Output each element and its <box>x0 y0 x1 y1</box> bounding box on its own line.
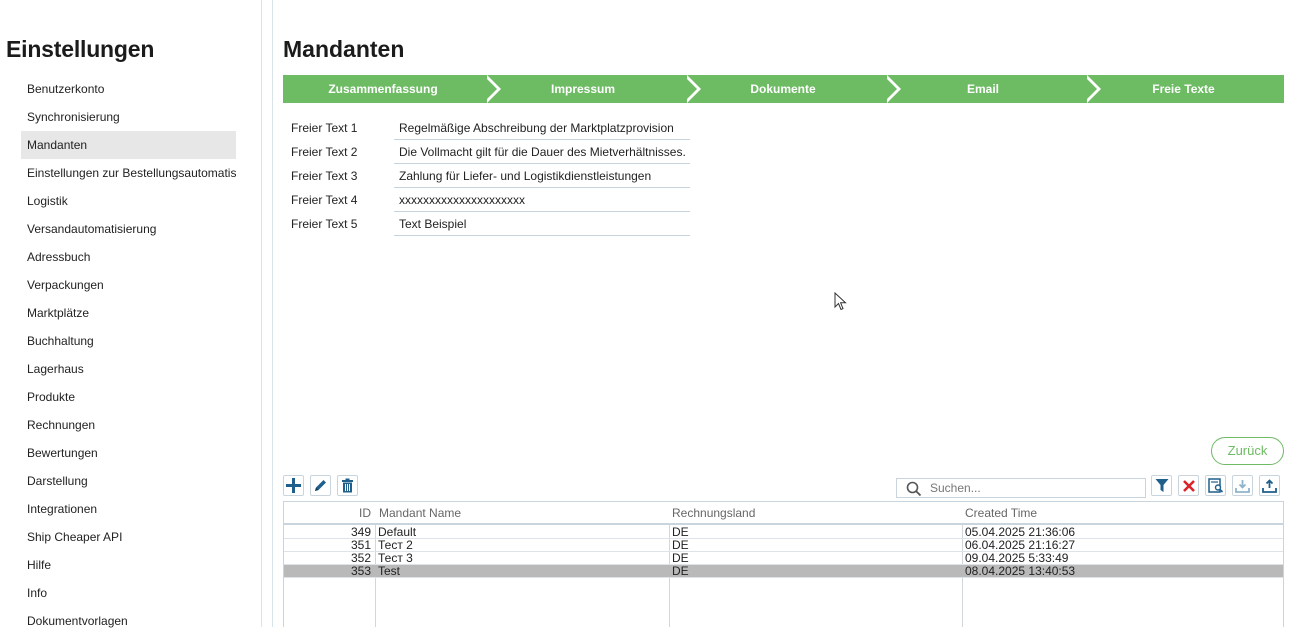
column-header-id[interactable]: ID <box>359 506 371 520</box>
step-dokumente[interactable] <box>683 75 883 103</box>
column-header-created-time[interactable]: Created Time <box>965 506 1038 520</box>
wizard-steps <box>283 75 1284 103</box>
free-text-4-label: Freier Text 4 <box>291 193 358 207</box>
search-box <box>896 478 1146 498</box>
step-label: Email <box>966 82 999 96</box>
cell-country: DE <box>672 564 689 578</box>
sidebar-item-bestellungsautomatisierung[interactable]: Einstellungen zur Bestellungsautomatis <box>27 166 236 180</box>
free-text-5-input[interactable] <box>394 212 690 236</box>
page-title: Mandanten <box>283 36 405 62</box>
free-text-5-label: Freier Text 5 <box>291 217 358 231</box>
free-text-row <box>291 188 691 212</box>
table-row[interactable] <box>284 552 1283 565</box>
step-label: Zusammenfassung <box>328 82 438 96</box>
cell-country: DE <box>672 525 689 539</box>
sidebar-item-mandanten[interactable]: Mandanten <box>21 131 236 159</box>
sidebar-item-marktplaetze[interactable]: Marktplätze <box>27 306 90 320</box>
cell-name: Тест 3 <box>378 551 413 565</box>
sidebar-item-hilfe[interactable]: Hilfe <box>27 558 52 572</box>
table-row-selected[interactable] <box>284 565 1283 578</box>
panel-divider <box>272 0 273 627</box>
cell-id: 352 <box>350 551 371 565</box>
export-button[interactable] <box>1259 475 1280 496</box>
column-header-rechnungsland[interactable]: Rechnungsland <box>672 506 756 520</box>
free-text-3-label: Freier Text 3 <box>291 169 358 183</box>
free-text-3-input[interactable] <box>394 164 690 188</box>
sidebar-item-integrationen[interactable]: Integrationen <box>27 502 98 516</box>
step-email[interactable] <box>883 75 1083 103</box>
sidebar-item-darstellung[interactable]: Darstellung <box>27 474 88 488</box>
sidebar-item-versandautomatisierung[interactable]: Versandautomatisierung <box>27 222 157 236</box>
delete-button[interactable] <box>337 475 358 496</box>
step-impressum[interactable] <box>483 75 683 103</box>
edit-button[interactable] <box>310 475 331 496</box>
cell-name: Test <box>378 564 401 578</box>
free-text-4-input[interactable] <box>394 188 690 212</box>
sidebar-item-bewertungen[interactable]: Bewertungen <box>27 446 98 460</box>
free-text-row <box>291 212 691 236</box>
free-text-2-label: Freier Text 2 <box>291 145 358 159</box>
preview-button[interactable] <box>1205 475 1226 496</box>
step-arrow <box>483 75 497 103</box>
free-text-1-label: Freier Text 1 <box>291 121 358 135</box>
download-icon <box>1235 479 1250 493</box>
mouse-cursor-icon <box>834 292 848 312</box>
step-label: Freie Texte <box>1152 82 1215 96</box>
sidebar-menu <box>21 75 236 635</box>
cell-created: 08.04.2025 13:40:53 <box>965 564 1076 578</box>
add-button[interactable] <box>283 475 304 496</box>
step-arrow <box>683 75 697 103</box>
free-text-row <box>291 116 691 140</box>
close-icon <box>1182 479 1196 493</box>
pencil-icon <box>313 478 328 493</box>
step-label: Dokumente <box>750 82 816 96</box>
mandanten-table <box>283 501 1284 627</box>
trash-icon <box>341 478 354 493</box>
cell-created: 06.04.2025 21:16:27 <box>965 538 1076 552</box>
cell-id: 349 <box>350 525 371 539</box>
filter-button[interactable] <box>1151 475 1172 496</box>
document-search-icon <box>1208 478 1224 493</box>
table-header <box>284 502 1283 525</box>
table-row[interactable] <box>284 539 1283 552</box>
sidebar-item-benutzerkonto[interactable]: Benutzerkonto <box>27 82 105 96</box>
sidebar-item-produkte[interactable]: Produkte <box>27 390 76 404</box>
free-text-1-input[interactable] <box>394 116 690 140</box>
sidebar-item-dokumentvorlagen[interactable]: Dokumentvorlagen <box>27 614 128 628</box>
back-button[interactable]: Zurück <box>1211 437 1284 465</box>
step-freie-texte[interactable] <box>1083 75 1284 103</box>
sidebar-item-ship-cheaper-api[interactable]: Ship Cheaper API <box>27 530 123 544</box>
free-text-2-input[interactable] <box>394 140 690 164</box>
settings-sidebar <box>0 0 262 627</box>
cell-name: Default <box>378 525 417 539</box>
column-header-mandant-name[interactable]: Mandant Name <box>379 506 462 520</box>
table-row[interactable] <box>284 526 1283 539</box>
sidebar-title: Einstellungen <box>6 36 155 62</box>
free-text-row <box>291 140 691 164</box>
step-zusammenfassung[interactable] <box>283 75 483 103</box>
cell-country: DE <box>672 538 689 552</box>
upload-icon <box>1262 479 1277 493</box>
sidebar-item-lagerhaus[interactable]: Lagerhaus <box>27 362 84 376</box>
sidebar-item-adressbuch[interactable]: Adressbuch <box>27 250 91 264</box>
main-panel <box>283 0 1284 627</box>
cell-id: 353 <box>350 564 371 578</box>
free-text-row <box>291 164 691 188</box>
cell-name: Тест 2 <box>378 538 413 552</box>
sidebar-item-logistik[interactable]: Logistik <box>27 194 68 208</box>
step-arrow <box>1083 75 1097 103</box>
import-button[interactable] <box>1232 475 1253 496</box>
search-input[interactable] <box>930 480 1140 496</box>
sidebar-item-info[interactable]: Info <box>27 586 48 600</box>
sidebar-item-synchronisierung[interactable]: Synchronisierung <box>27 110 120 124</box>
free-texts-form <box>291 116 691 236</box>
step-arrow <box>883 75 897 103</box>
search-icon <box>906 481 922 497</box>
clear-filter-button[interactable] <box>1178 475 1199 496</box>
sidebar-item-buchhaltung[interactable]: Buchhaltung <box>27 334 94 348</box>
sidebar-item-verpackungen[interactable]: Verpackungen <box>27 278 104 292</box>
cell-created: 05.04.2025 21:36:06 <box>965 525 1076 539</box>
filter-icon <box>1155 478 1169 493</box>
cell-id: 351 <box>350 538 371 552</box>
cell-country: DE <box>672 551 689 565</box>
sidebar-item-rechnungen[interactable]: Rechnungen <box>27 418 96 432</box>
step-label: Impressum <box>550 82 616 96</box>
plus-icon <box>285 477 302 494</box>
cell-created: 09.04.2025 5:33:49 <box>965 551 1069 565</box>
